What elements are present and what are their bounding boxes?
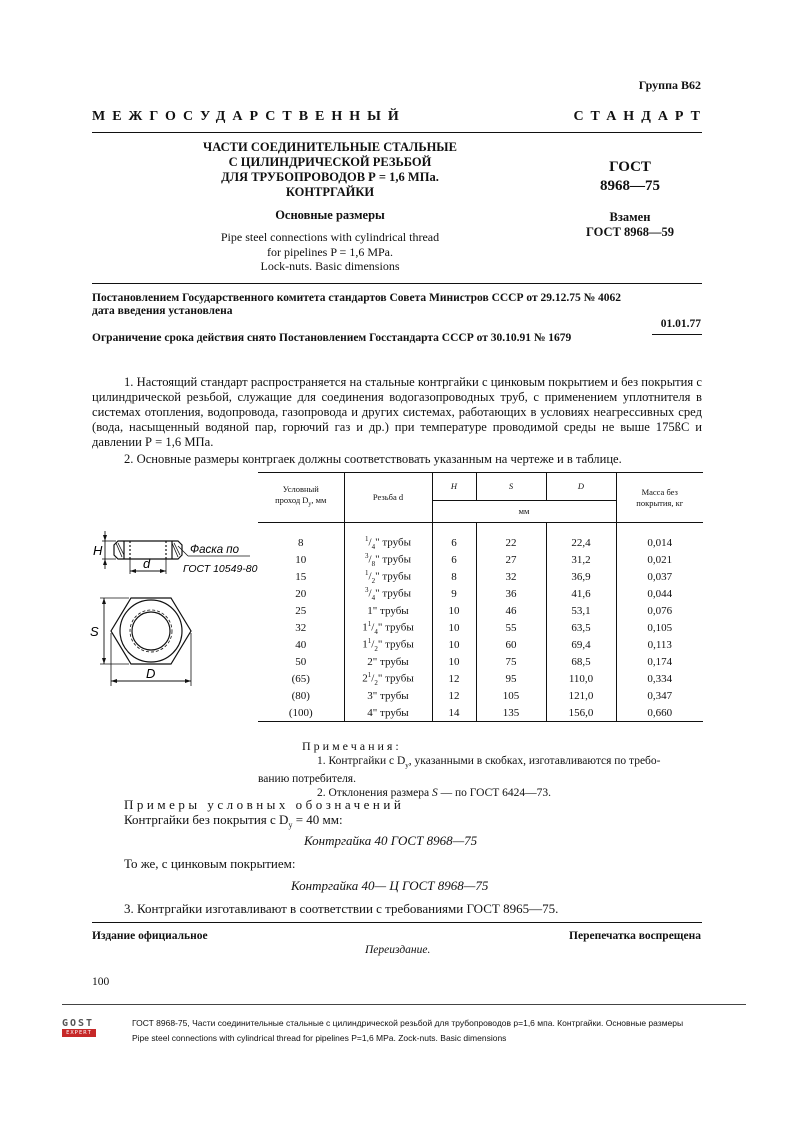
table-cell — [546, 535, 616, 552]
notes-title: Примечания: — [302, 739, 402, 753]
thread-whole: 1 — [367, 605, 373, 617]
diameter-d: 121,0 — [568, 690, 594, 702]
thread-suffix: " трубы — [372, 690, 409, 702]
nominal-bore: (65) — [291, 673, 310, 685]
examples-title: Примеры условных обозначений — [124, 797, 405, 812]
title-rule — [92, 283, 702, 284]
paragraph-1: 1. Настоящий стандарт распространяется на стальные контргайки с цинковым покрытием и без покрытия с цилиндрической резьбой, служащие для соединения водогазопроводных труб, с применением уплотнителя в системах отопления, водопровода, газопровода и других системах, работающих в условиях неагрессивных сред (вода, насыщенный водяной пар, горючий газ и др.) при температуре проводимой среды не выше 175ßС и давлении Р = 1,6 МПа. — [92, 375, 702, 449]
table-row — [258, 637, 703, 654]
thread-whole: 1 — [362, 621, 368, 634]
thread-suffix: " трубы — [375, 570, 411, 583]
size-s: 32 — [505, 571, 517, 583]
table-cell: $^1/_4$" трубы — [344, 535, 432, 552]
table-cell — [258, 654, 344, 671]
thread-suffix: " трубы — [377, 621, 414, 634]
title-en-line: for pipelines P = 1,6 MPa. — [267, 244, 393, 259]
height-h: 6 — [451, 554, 457, 566]
table-cell — [616, 586, 703, 603]
table-row — [258, 535, 703, 552]
thread-suffix: " трубы — [377, 672, 414, 685]
table-cell — [616, 688, 703, 705]
mass: 0,014 — [647, 537, 673, 549]
nominal-bore: 50 — [295, 656, 307, 668]
table-cell — [258, 637, 344, 654]
table-cell — [258, 705, 344, 722]
nominal-bore: 25 — [295, 605, 307, 617]
table-row — [258, 603, 703, 620]
nominal-bore: 20 — [295, 588, 307, 600]
thread-circle — [132, 612, 170, 650]
table-row — [258, 671, 703, 688]
decree-date-value: 01.01.77 — [660, 318, 701, 330]
date-underline — [652, 334, 702, 335]
size-s: 22 — [505, 537, 517, 549]
title-en-line: Pipe steel connections with cylindrical thread — [220, 230, 440, 244]
table-cell — [344, 603, 432, 620]
table-cell — [476, 535, 546, 552]
hex-outline — [111, 598, 191, 664]
mass: 0,660 — [647, 706, 673, 719]
note-1 — [258, 754, 702, 772]
paragraph-3: 3. Контргайки изготавливают в соответствии с требованиями ГОСТ 8965—75. — [124, 901, 559, 916]
table-cell — [616, 671, 703, 688]
thread-num: 1 — [365, 535, 369, 544]
paragraph-2: 2. Основные размеры контргаек должны соответствовать указанным на чертеже и в таблице. — [124, 452, 622, 466]
thread-den: 2 — [374, 678, 378, 687]
table-cell — [546, 637, 616, 654]
table-cell — [546, 688, 616, 705]
table-cell — [476, 654, 546, 671]
mass: 0,044 — [647, 588, 673, 600]
thread-num: 3 — [365, 586, 369, 595]
table-cell — [616, 535, 703, 552]
table-cell — [258, 586, 344, 603]
label-s: S — [90, 624, 99, 639]
table-row — [258, 552, 703, 569]
title-en — [150, 230, 510, 274]
table-cell: $1^1/_4$" трубы — [344, 620, 432, 637]
table-cell — [258, 688, 344, 705]
thread-suffix: " трубы — [375, 587, 411, 600]
label-d: d — [143, 556, 151, 571]
table-cell — [476, 603, 546, 620]
col-bigd-header: D — [546, 473, 616, 501]
table-cell — [476, 688, 546, 705]
diameter-d: 22,4 — [571, 537, 591, 549]
note-text: 1. Контргайки с D — [317, 755, 406, 767]
nominal-bore: 15 — [295, 571, 307, 583]
standard-label: СТАНДАРТ — [573, 109, 707, 124]
thread-suffix: " трубы — [377, 638, 414, 651]
table-cell — [344, 705, 432, 722]
table-row — [258, 569, 703, 586]
reprint-prohibited: Перепечатка воспрещена — [569, 930, 701, 942]
decree-text: Постановлением Государственного комитета стандартов Совета Министров СССР от 29.12.75 № 4062 — [92, 292, 622, 304]
notes-body — [258, 754, 702, 800]
col-nominal-header — [258, 473, 344, 523]
height-h: 10 — [448, 605, 460, 617]
size-s: 60 — [505, 639, 517, 651]
diameter-d: 36,9 — [571, 571, 591, 583]
height-h: 14 — [448, 706, 460, 719]
example-2-code: Контргайка 40— Ц ГОСТ 8968—75 — [291, 878, 489, 893]
reissue: Переиздание. — [365, 944, 431, 956]
title-en-line: Lock-nuts. Basic dimensions — [260, 259, 400, 273]
decree-date-label: дата введения установлена — [92, 305, 233, 317]
size-s: 95 — [505, 673, 517, 685]
table-cell — [258, 603, 344, 620]
title-line: С ЦИЛИНДРИЧЕСКОЙ РЕЗЬБОЙ — [228, 155, 432, 169]
table-cell — [476, 569, 546, 586]
interstate-label: МЕЖГОСУДАРСТВЕННЫЙ — [92, 109, 406, 124]
chamfer-label-1: Фаска по — [190, 544, 240, 556]
size-s: 46 — [505, 605, 517, 617]
size-s: 27 — [505, 554, 517, 566]
nominal-bore: 10 — [295, 554, 307, 566]
table-cell — [258, 552, 344, 569]
table-cell — [616, 569, 703, 586]
table-cell: $^3/_8$" трубы — [344, 552, 432, 569]
table-cell — [616, 552, 703, 569]
gost-footer-text — [132, 1016, 752, 1046]
logo-bottom: EXPERT — [62, 1029, 96, 1037]
table-cell: $^1/_2$" трубы — [344, 569, 432, 586]
nominal-bore: 32 — [295, 622, 307, 634]
table-cell — [258, 671, 344, 688]
replaces-value: ГОСТ 8968—59 — [585, 225, 674, 239]
table-body — [258, 535, 703, 722]
example-2: То же, с цинковым покрытием: — [124, 856, 296, 871]
table-cell — [432, 586, 476, 603]
replaces-label: Взамен — [609, 210, 651, 224]
thread-suffix: " трубы — [375, 536, 411, 549]
mass: 0,334 — [647, 673, 673, 685]
gost-footer-rule — [62, 1004, 746, 1005]
diameter-d: 156,0 — [568, 706, 594, 719]
table-cell — [432, 705, 476, 722]
thread-suffix: " трубы — [372, 656, 409, 668]
thread-whole: 2 — [362, 672, 368, 685]
height-h: 6 — [451, 537, 457, 549]
locknut-drawing — [80, 510, 285, 690]
thread-den: 2 — [371, 576, 376, 585]
table-cell — [616, 654, 703, 671]
thread-num: 1 — [367, 637, 372, 646]
replaces — [560, 210, 700, 240]
title-line: ЧАСТИ СОЕДИНИТЕЛЬНЫЕ СТАЛЬНЫЕ — [203, 140, 457, 154]
example-text: = 40 мм: — [292, 812, 343, 827]
mass: 0,113 — [647, 639, 672, 651]
col-s-header: S — [476, 473, 546, 501]
note-sub: у — [405, 761, 409, 770]
table-cell — [546, 671, 616, 688]
thread-whole: 3 — [367, 690, 373, 702]
hex-inscribed-circle — [120, 600, 182, 662]
note-1-cont: ванию потребителя. — [258, 773, 356, 786]
dimensions-table — [258, 472, 703, 722]
units-mm: мм — [432, 501, 616, 523]
table-cell — [258, 569, 344, 586]
header-text: проход D — [275, 495, 309, 506]
thread-num: 3 — [365, 552, 369, 561]
label-h: H — [93, 543, 103, 558]
mass: 0,037 — [647, 571, 673, 583]
header-text: Масса без — [641, 486, 678, 497]
size-s: 105 — [502, 690, 520, 702]
note-text: 2. Отклонения размера — [317, 787, 432, 800]
table-cell — [546, 569, 616, 586]
table-cell — [476, 705, 546, 722]
table-cell — [258, 620, 344, 637]
example-text: Контргайки без покрытия с D — [124, 812, 289, 827]
thread-whole: 2 — [367, 656, 373, 668]
table-cell — [616, 603, 703, 620]
table-cell — [476, 671, 546, 688]
mass: 0,076 — [647, 605, 673, 617]
footer-line-ru: ГОСТ 8968-75, Части соединительные стальные с цилиндрической резьбой для трубопроводов р=1,6 мпа. Контргайки. Основные размеры — [132, 1018, 684, 1028]
thread-suffix: " трубы — [372, 706, 409, 719]
height-h: 12 — [448, 673, 460, 685]
height-h: 10 — [448, 622, 460, 634]
header-text: покрытия, кг — [636, 497, 684, 508]
section-hatch — [116, 543, 180, 557]
page-number: 100 — [92, 976, 110, 988]
table-row — [258, 620, 703, 637]
note-italic: S — [431, 787, 438, 800]
diameter-d: 63,5 — [571, 622, 591, 634]
gost-designation — [560, 158, 700, 196]
footer-line-en: Pipe steel connections with cylindrical thread for pipelines P=1,6 MPa. Zock-nuts. Basic dimensions — [132, 1033, 507, 1043]
table-row — [258, 688, 703, 705]
height-h: 10 — [448, 656, 460, 668]
logo-top: GOST — [62, 1018, 95, 1029]
gost-number: 8968—75 — [600, 178, 660, 194]
table-cell — [546, 620, 616, 637]
height-h: 9 — [451, 588, 457, 600]
limitation-text: Ограничение срока действия снято Постановлением Госстандарта СССР от 30.10.91 № 1679 — [92, 332, 572, 344]
thread-den: 2 — [374, 644, 378, 653]
nominal-bore: 40 — [295, 639, 307, 651]
table-cell — [616, 705, 703, 722]
diameter-d: 53,1 — [571, 605, 591, 617]
col-thread-header: Резьба d — [344, 473, 432, 523]
col-h-header: H — [432, 473, 476, 501]
table-cell — [432, 654, 476, 671]
thread-major-circle — [130, 610, 172, 652]
table-cell — [476, 620, 546, 637]
table-cell — [432, 637, 476, 654]
diameter-d: 110,0 — [568, 673, 594, 685]
table-cell — [616, 620, 703, 637]
official-edition: Издание официальное — [92, 930, 208, 942]
thread-den: 8 — [371, 559, 376, 568]
diameter-d: 41,6 — [571, 588, 591, 600]
table-cell — [432, 535, 476, 552]
label-bigd: D — [146, 666, 156, 681]
mass: 0,174 — [647, 656, 673, 668]
size-s: 36 — [505, 588, 517, 600]
table-cell — [476, 637, 546, 654]
subtitle: Основные размеры — [275, 208, 385, 222]
group-code: Группа В62 — [638, 78, 701, 92]
table-cell — [432, 671, 476, 688]
height-h: 10 — [448, 639, 460, 651]
col-mass-header — [616, 473, 703, 523]
table-cell — [616, 637, 703, 654]
table-cell: $^3/_4$" трубы — [344, 586, 432, 603]
table-cell — [546, 586, 616, 603]
table-cell — [476, 586, 546, 603]
thread-num: 1 — [367, 671, 372, 680]
title-ru — [150, 140, 510, 200]
thread-den: 4 — [371, 593, 376, 602]
gost-label: ГОСТ — [609, 159, 651, 175]
table-cell — [432, 552, 476, 569]
example-1-code: Контргайка 40 ГОСТ 8968—75 — [304, 833, 478, 848]
diameter-d: 68,5 — [571, 656, 591, 668]
thread-suffix: " трубы — [372, 605, 409, 617]
thread-den: 4 — [374, 627, 378, 636]
height-h: 12 — [448, 690, 460, 702]
table-cell — [344, 654, 432, 671]
thread-whole: 4 — [367, 706, 373, 719]
thread-num: 1 — [365, 569, 369, 578]
height-h: 8 — [451, 571, 457, 583]
table-cell — [432, 620, 476, 637]
table-cell — [432, 688, 476, 705]
nominal-bore: (100) — [288, 706, 313, 719]
note-text: — по ГОСТ 6424—73. — [437, 787, 552, 800]
mass: 0,105 — [647, 622, 673, 634]
header-rule — [92, 132, 702, 133]
table-cell — [344, 688, 432, 705]
thread-whole: 1 — [362, 638, 368, 651]
diameter-d: 31,2 — [571, 554, 591, 566]
thread-den: 4 — [371, 542, 376, 551]
thread-suffix: " трубы — [375, 553, 411, 566]
mass: 0,021 — [647, 554, 673, 566]
table-row — [258, 705, 703, 722]
nominal-bore: (80) — [291, 690, 310, 702]
diameter-d: 69,4 — [571, 639, 591, 651]
chamfer-label-2: ГОСТ 10549-80 — [183, 563, 258, 575]
size-s: 75 — [505, 656, 517, 668]
table-cell — [546, 552, 616, 569]
title-line: ДЛЯ ТРУБОПРОВОДОВ Р = 1,6 МПа. — [221, 170, 439, 184]
table-cell — [546, 654, 616, 671]
example-1 — [124, 812, 343, 830]
size-s: 55 — [505, 622, 517, 634]
table-cell — [258, 535, 344, 552]
header-sub: у — [308, 501, 312, 508]
footer-rule — [92, 922, 702, 923]
table-cell: $2^1/_2$" трубы — [344, 671, 432, 688]
table-cell — [432, 569, 476, 586]
header-text: Условный — [282, 484, 319, 495]
size-s: 135 — [502, 706, 520, 719]
table-row — [258, 586, 703, 603]
note-text: , указанными в скобках, изготавливаются по требо- — [408, 755, 661, 767]
example-sub: у — [288, 820, 293, 830]
mass: 0,347 — [647, 690, 673, 702]
thread-num: 1 — [367, 620, 372, 629]
gost-expert-logo — [62, 1018, 96, 1037]
table-cell — [546, 603, 616, 620]
table-cell: $1^1/_2$" трубы — [344, 637, 432, 654]
table-cell — [546, 705, 616, 722]
table-cell — [476, 552, 546, 569]
header-text: , мм — [311, 495, 327, 506]
title-line: КОНТРГАЙКИ — [285, 185, 375, 199]
table-cell — [432, 603, 476, 620]
table-row — [258, 654, 703, 671]
nominal-bore: 8 — [298, 537, 304, 549]
